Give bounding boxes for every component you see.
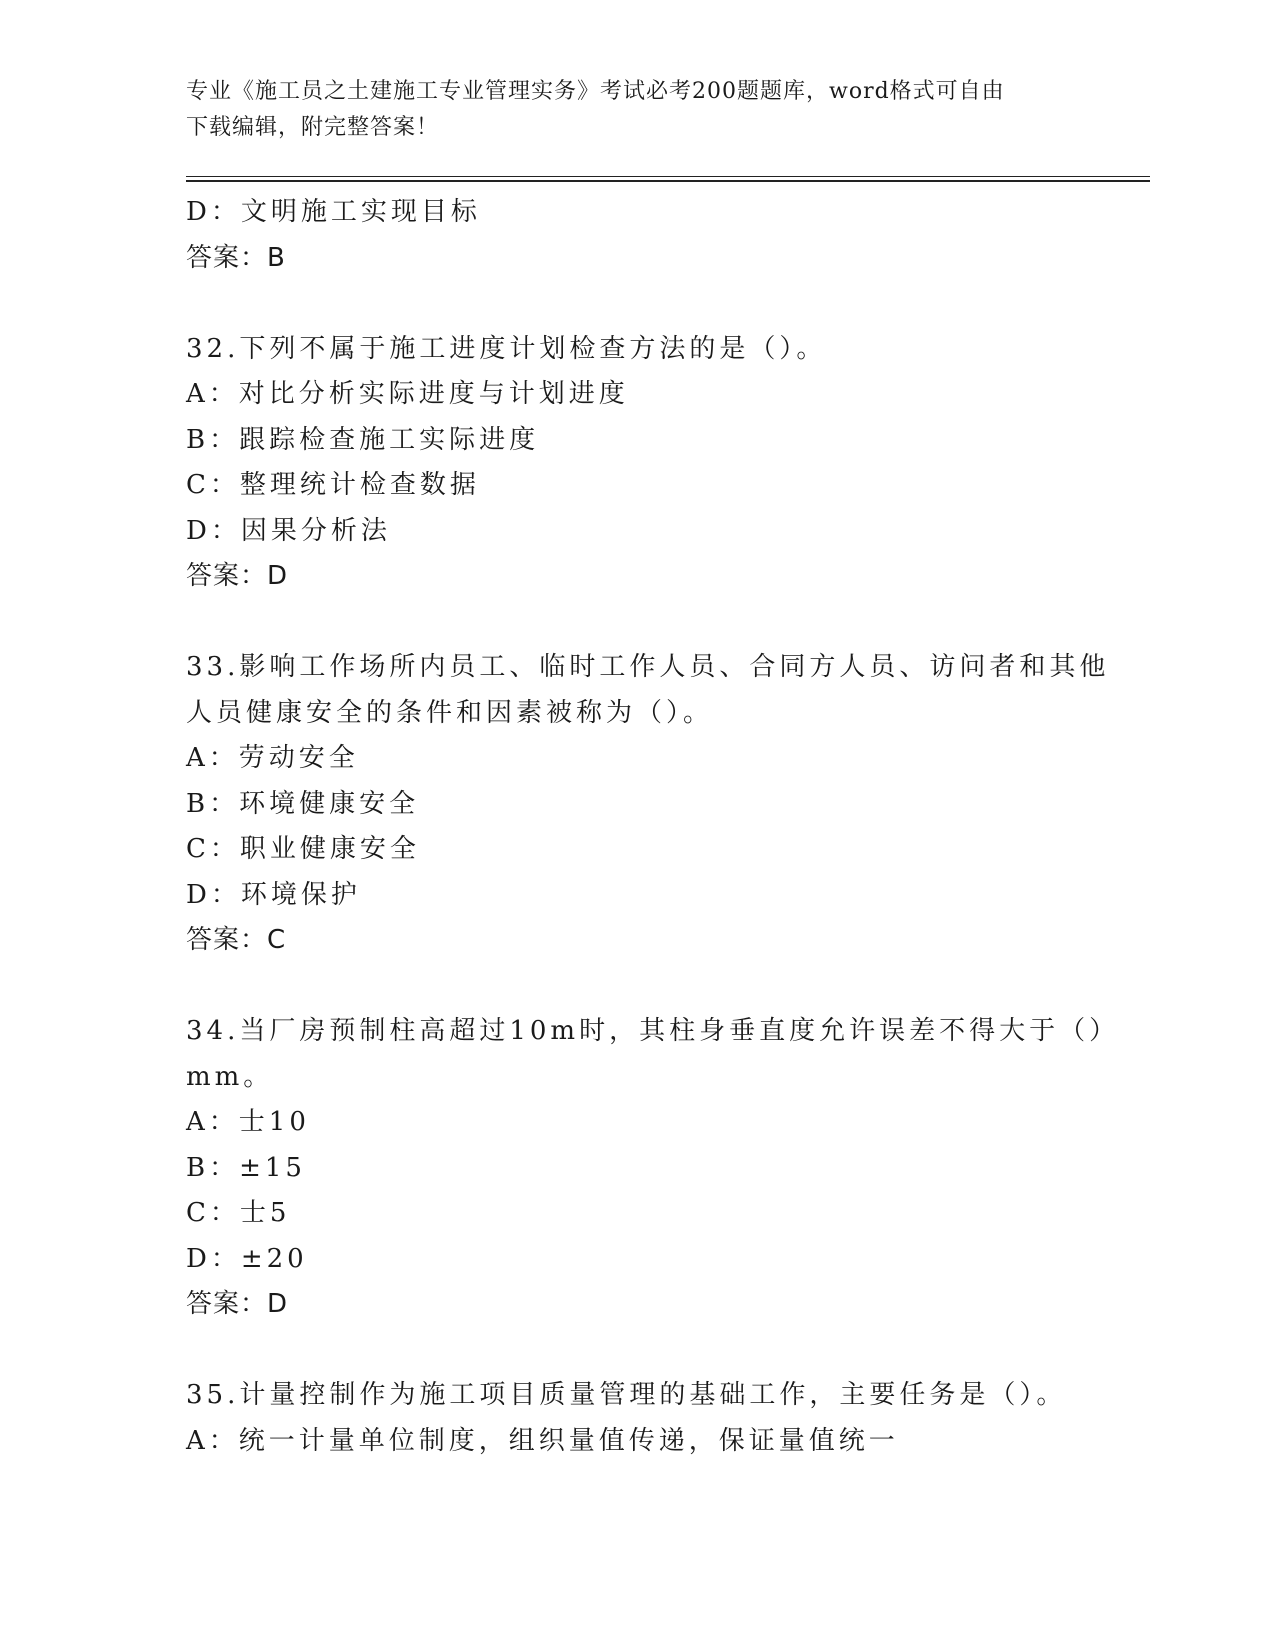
- option-c: C：职业健康安全: [186, 834, 420, 864]
- header-divider-thick: [186, 180, 1150, 182]
- option-d: D：环境保护: [186, 879, 361, 910]
- question-33-line-1: 33.影响工作场所内员工、临时工作人员、合同方人员、访问者和其他: [186, 652, 1110, 682]
- header-line-2: 下载编辑，附完整答案！: [186, 115, 440, 140]
- question-33-line-2: 人员健康安全的条件和因素被称为（）。: [186, 697, 714, 728]
- option-a: A：士10: [186, 1107, 310, 1137]
- question-34-line-1: 34.当厂房预制柱高超过10m时，其柱身垂直度允许误差不得大于（）: [186, 1016, 1120, 1046]
- option-b: B：±15: [186, 1152, 306, 1183]
- option-a: A：统一计量单位制度，组织量值传递，保证量值统一: [186, 1425, 899, 1456]
- answer-line: 答案：B: [186, 242, 286, 273]
- answer-line: 答案：D: [186, 561, 289, 591]
- option-d: D：因果分析法: [186, 515, 391, 546]
- option-b: B：跟踪检查施工实际进度: [186, 424, 540, 455]
- header-divider-thin: [186, 176, 1150, 177]
- question-35: 35.计量控制作为施工项目质量管理的基础工作，主要任务是（）。: [186, 1380, 1067, 1410]
- spacer: [186, 600, 1086, 646]
- spacer: [186, 964, 1086, 1010]
- option-d: D：±20: [186, 1243, 308, 1274]
- header-line-1: 专业《施工员之土建施工专业管理实务》考试必考200题题库，word格式可自由: [186, 79, 1005, 104]
- option-a: A：对比分析实际进度与计划进度: [186, 379, 629, 409]
- answer-line: 答案：D: [186, 1289, 289, 1319]
- option-a: A：劳动安全: [186, 743, 359, 773]
- question-32: 32.下列不属于施工进度计划检查方法的是（）。: [186, 333, 827, 364]
- option-b: B：环境健康安全: [186, 788, 420, 819]
- document-header: [186, 74, 1076, 146]
- option-d: D：文明施工实现目标: [186, 197, 481, 227]
- option-c: C：士5: [186, 1198, 291, 1228]
- answer-line: 答案：C: [186, 925, 287, 955]
- question-34-line-2: mm。: [186, 1061, 274, 1092]
- question-list: [186, 190, 1120, 1464]
- option-c: C：整理统计检查数据: [186, 470, 480, 500]
- spacer: [186, 281, 1086, 327]
- spacer: [186, 1328, 1086, 1374]
